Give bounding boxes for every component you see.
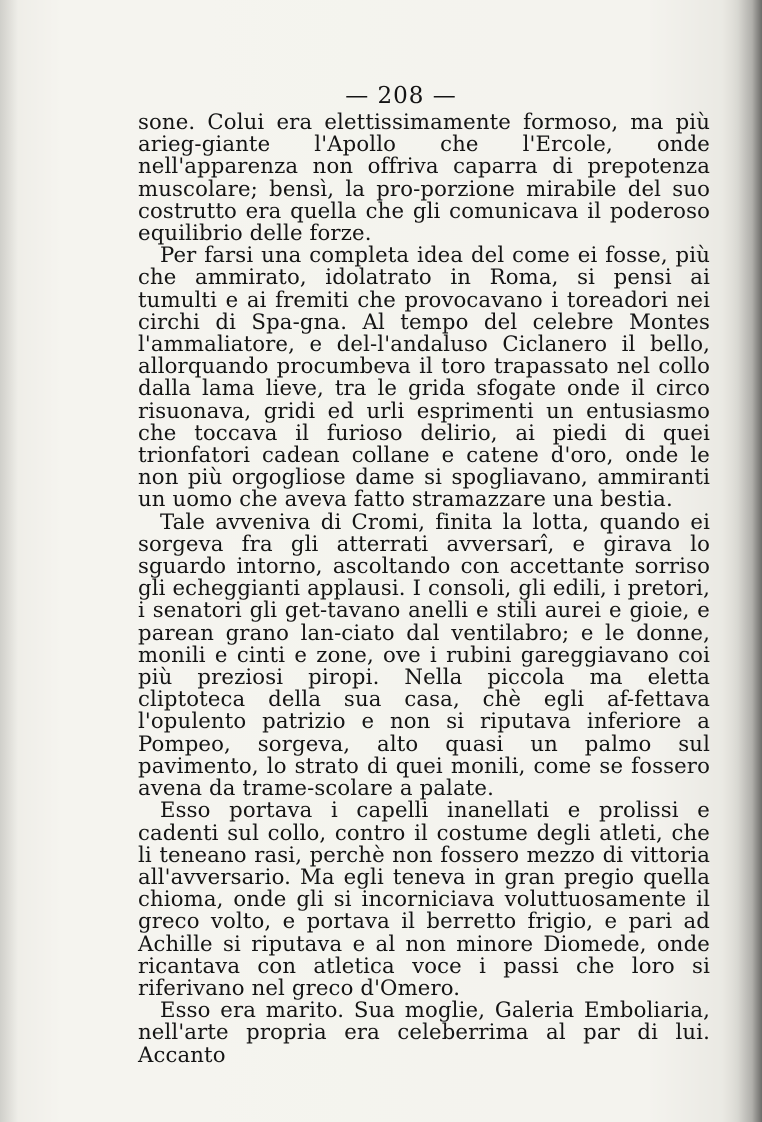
paragraph-4: Esso portava i capelli inanellati e prolissi e cadenti sul collo, contro il costume degli atleti, che li teneano rasi, perchè non fossero mezzo di vittoria all'avversario. Ma egli teneva in gran pregio quella chioma, onde gli si incorniciava voluttuosamente il greco volto, e portava il berretto frigio, e pari ad Achille si riputava e al non minore Diomede, onde ricantava con atletica voce i passi che loro si riferivano nel greco d'Omero. xyxy=(138,797,710,1000)
paragraph-3: Tale avveniva di Cromi, finita la lotta, quando ei sorgeva fra gli atterrati avversarî, e girava lo sguardo intorno, ascoltando con accettante sorriso gli echeggianti applausi. I consoli, gli edili, i pretori, i senatori gli get-tavano anelli e stili aurei e gioie, e parean grano lan-ciato dal ventilabro; e le donne, monili e cinti e zone, ove i rubini gareggiavano coi più preziosi piropi. Nella piccola ma eletta cliptoteca della sua casa, chè egli af-fettava l'opulento patrizio e non si riputava inferiore a Pompeo, sorgeva, alto quasi un palmo sul pavimento, lo strato di quei monili, come se fossero avena da trame-scolare a palate. xyxy=(138,508,710,801)
body-text xyxy=(138,111,710,1066)
paragraph-1: sone. Colui era elettissimamente formoso, ma più arieg-giante l'Apollo che l'Ercole, onde nell'apparenza non offriva caparra di prepotenza muscolare; bensì, la pro-porzione mirabile del suo costrutto era quella che gli comunicava il poderoso equilibrio delle forze. xyxy=(138,109,710,246)
page-right-shadow xyxy=(722,0,762,1122)
paragraph-2: Per farsi una completa idea del come ei fosse, più che ammirato, idolatrato in Roma, si pensi ai tumulti e ai fremiti che provocavano i toreadori nei circhi di Spa-gna. Al tempo del celebre Montes l'ammaliatore, e del-l'andaluso Ciclanero il bello, allorquando procumbeva il toro trapassato nel collo dalla lama lieve, tra le grida sfogate onde il circo risuonava, gridi ed urli esprimenti un entusiasmo che toccava il furioso delirio, ai piedi di quei trionfatori cadean collane e catene d'oro, onde le non più orgogliose dame si spogliavano, ammiranti un uomo che aveva fatto stramazzare una bestia. xyxy=(138,242,710,512)
paragraph-5: Esso era marito. Sua moglie, Galeria Emboliaria, nell'arte propria era celeberrima al par di lui. Accanto xyxy=(138,997,710,1067)
page-number: — 208 — xyxy=(345,83,457,109)
page-left-shadow xyxy=(0,0,18,1122)
